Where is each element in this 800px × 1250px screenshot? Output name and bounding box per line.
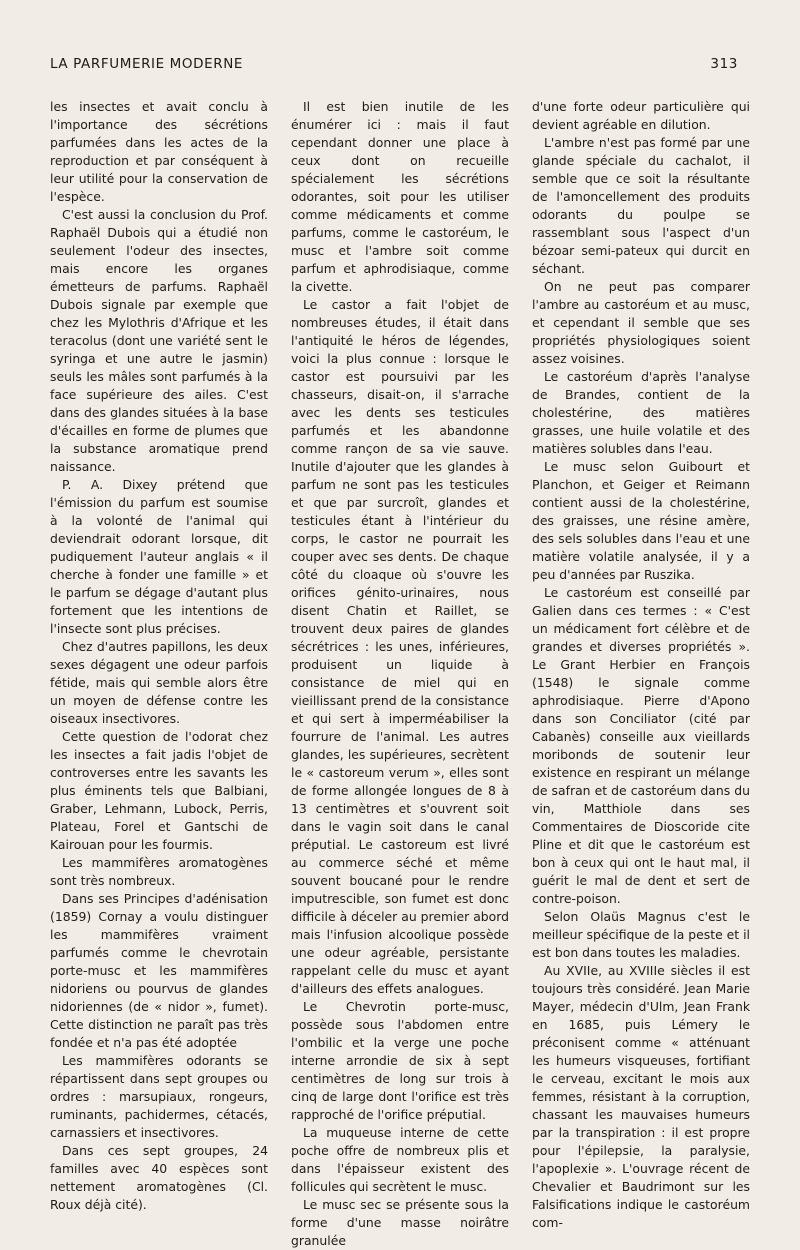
paragraph: Cette question de l'odorat chez les insectes a fait jadis l'objet de controverses entre les savants les plus éminents tels que Balbiani, Graber, Lehmann, Lubock, Perris, Plateau, Forel et Gantschi de Kairouan pour les fourmis.: [50, 729, 268, 852]
paragraph: Au XVIIe, au XVIIIe siècles il est toujours très considéré. Jean Marie Mayer, médecin d'Ulm, Jean Frank en 1685, puis Lémery le préconisent comme « atténuant les humeurs visqueuses, fortifiant le cerveau, excitant le mois aux femmes, résistant à la corruption, chassant les mauvaises humeurs par la transpiration : il est propre pour l'épilepsie, la paralysie, l'apoplexie ». L'ouvrage récent de Chevalier et Baudrimont sur les Falsifications indique le castoréum com-: [532, 963, 750, 1230]
paragraph: Le musc sec se présente sous la forme d'une masse noirâtre granulée: [291, 1197, 509, 1248]
paragraph: Il est bien inutile de les énumérer ici : mais il faut cependant donner une place à ceux dont on recueille spécialement les sécrétions odorantes, soit pour les utiliser comme médicaments et comme parfums, comme le castoréum, le musc et l'ambre soit comme parfum et aphrodisiaque, comme la civette.: [291, 99, 509, 294]
page-number: 313: [710, 56, 738, 72]
paragraph: C'est aussi la conclusion du Prof. Raphaël Dubois qui a étudié non seulement l'odeur des insectes, mais encore les organes émetteurs de parfums. Raphaël Dubois signale par exemple que chez les Mylothris d'Afrique et les teracolus (dont une variété sent le syringa et une autre le jasmin) seuls les mâles sont parfumés à la face supérieure des ailes. C'est dans des glandes situées à la base d'écailles en forme de plumes que la substance aromatique prend naissance.: [50, 207, 268, 474]
paragraph: Les mammifères odorants se répartissent dans sept groupes ou ordres : marsupiaux, rongeurs, ruminants, pachidermes, cétacés, carnassiers et insectivores.: [50, 1053, 268, 1140]
paragraph: les insectes et avait conclu à l'importance des sécrétions parfumées dans les actes de la reproduction et par conséquent à leur utilité pour la conservation de l'espèce.: [50, 99, 268, 204]
paragraph: Dans ses Principes d'adénisation (1859) Cornay a voulu distinguer les mammifères vraiment parfumés comme le chevrotain porte-musc et les mammifères nidoriens ou pourvus de glandes nidoriennes (de « nidor », fumet). Cette distinction ne paraît pas très fondée et n'a pas été adoptée: [50, 891, 268, 1050]
paragraph: Selon Olaüs Magnus c'est le meilleur spécifique de la peste et il est bon dans toutes les maladies.: [532, 909, 750, 960]
paragraph: Chez d'autres papillons, les deux sexes dégagent une odeur parfois fétide, mais qui semble alors être un moyen de défense contre les oiseaux insectivores.: [50, 639, 268, 726]
paragraph: P. A. Dixey prétend que l'émission du parfum est soumise à la volonté de l'animal qui deviendrait odorant lorsque, dit pudiquement l'auteur anglais « il cherche à fonder une famille » et le parfum se dégage d'autant plus fortement que les intentions de l'insecte sont plus précises.: [50, 477, 268, 636]
paragraph: L'ambre n'est pas formé par une glande spéciale du cachalot, il semble que ce soit la résultante de l'amoncellement des produits odorants du poulpe se rassemblant sous l'aspect d'un bézoar semi-pateux qui durcit en séchant.: [532, 135, 750, 276]
column-1: [50, 98, 268, 1250]
column-2: [291, 98, 509, 1250]
running-header: [50, 56, 738, 72]
paragraph: Les mammifères aromatogènes sont très nombreux.: [50, 855, 268, 888]
paragraph: La muqueuse interne de cette poche offre de nombreux plis et dans l'épaisseur existent des follicules qui secrètent le musc.: [291, 1125, 509, 1194]
paragraph: Le castoréum d'après l'analyse de Brandes, contient de la cholestérine, des matières grasses, une huile volatile et des matières solubles dans l'eau.: [532, 369, 750, 456]
running-title: LA PARFUMERIE MODERNE: [50, 56, 244, 72]
paragraph: Le castor a fait l'objet de nombreuses études, il était dans l'antiquité le héros de légendes, voici la plus connue : lorsque le castor est poursuivi par les chasseurs, disait-on, il s'arrache avec les dents ses testicules parfumés et les abandonne comme rançon de sa vie sauve. Inutile d'ajouter que les glandes à parfum ne sont pas les testicules et que par surcroît, glandes et testicules étant à l'intérieur du corps, le castor ne pourrait les couper avec ses dents. De chaque côté du cloaque où s'ouvre les orifices génito-urinaires, nous disent Chatin et Raillet, se trouvent deux paires de glandes sécrétrices : les unes, inférieures, produisent un liquide à consistance de miel qui en vieillissant prend de la consistance et qui sert à imperméabiliser la fourrure de l'animal. Les autres glandes, les supérieures, secrètent le « castoreum verum », elles sont de forme allongée longues de 8 à 13 centimètres et s'ouvrent soit dans le vagin soit dans le canal préputial. Le castoreum est livré au commerce séché et même souvent boucané pour le rendre imputrescible, son fumet est donc difficile à déceler au premier abord mais l'infusion alcoolique possède une odeur agréable, persistante rappelant celle du musc et ayant d'ailleurs des effets analogues.: [291, 297, 509, 996]
paragraph: Dans ces sept groupes, 24 familles avec 40 espèces sont nettement aromatogènes (Cl. Roux déjà cité).: [50, 1143, 268, 1212]
paragraph: Le Chevrotin porte-musc, possède sous l'abdomen entre l'ombilic et la verge une poche interne arrondie de six à sept centimètres de long sur trois à cinq de large dont l'orifice est très rapproché de l'orifice préputial.: [291, 999, 509, 1122]
paragraph: Le castoréum est conseillé par Galien dans ces termes : « C'est un médicament fort célèbre et de grandes et diverses propriétés ». Le Grant Herbier en François (1548) le signale comme aphrodisiaque. Pierre d'Apono dans son Conciliator (cité par Cabanès) conseille aux vieillards moribonds de soutenir leur existence en respirant un mélange de safran et de castoréum dans du vin, Matthiole dans ses Commentaires de Dioscoride cite Pline et dit que le castoréum est bon à ceux qui ont le haut mal, il guérit le mal de dent et sert de contre-poison.: [532, 585, 750, 906]
paragraph: d'une forte odeur particulière qui devient agréable en dilution.: [532, 99, 750, 132]
text-columns: [50, 98, 750, 1250]
column-3: [532, 98, 750, 1250]
paragraph: Le musc selon Guibourt et Planchon, et Geiger et Reimann contient aussi de la cholestérine, des graisses, une résine amère, des sels solubles dans l'eau et une matière volatile analysée, il y a peu d'années par Ruszika.: [532, 459, 750, 582]
paragraph: On ne peut pas comparer l'ambre au castoréum et au musc, et cependant il semble que ses propriétés physiologiques soient assez voisines.: [532, 279, 750, 366]
